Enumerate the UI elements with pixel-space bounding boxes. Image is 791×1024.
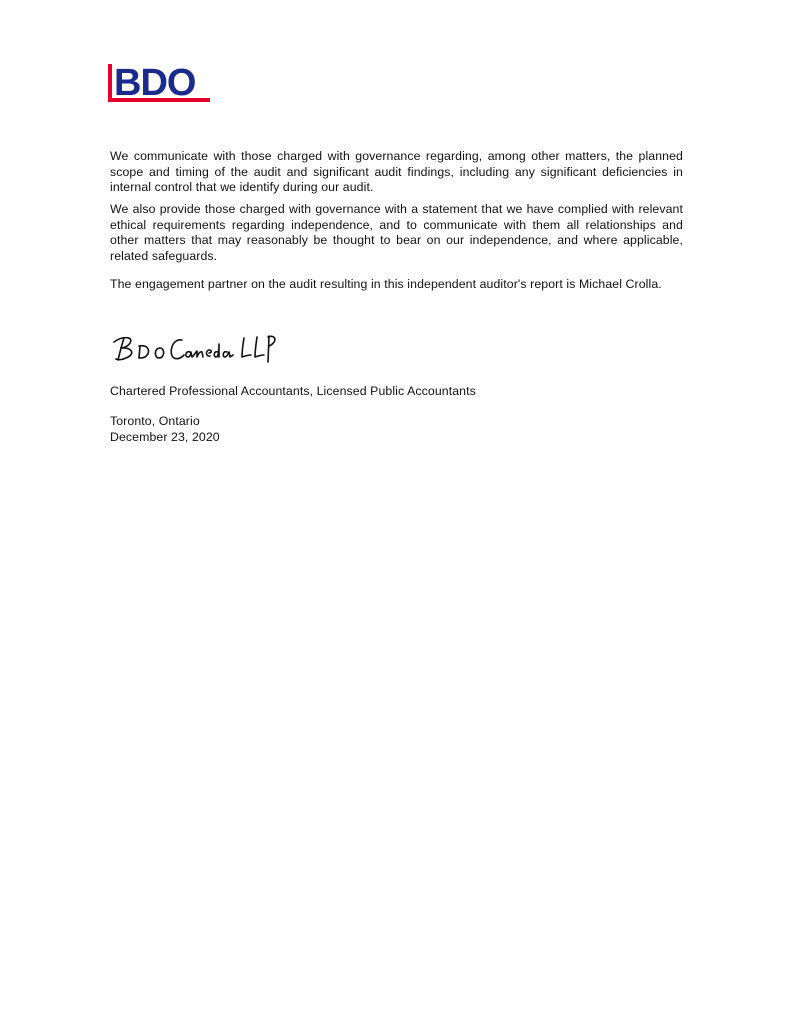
signing-date: December 23, 2020 xyxy=(110,430,220,444)
paragraph-engagement-partner: The engagement partner on the audit resulting in this independent auditor's report is Michael Crolla. xyxy=(110,277,662,291)
paragraph-governance-communication: We communicate with those charged with governance regarding, among other matters, the planned scope and timing of the audit and significant audit findings, including any significant deficiencies in internal control that we identify during our audit. xyxy=(110,149,683,194)
firm-signature xyxy=(112,330,277,370)
paragraph-independence-statement: We also provide those charged with governance with a statement that we have complied with relevant ethical requirements regarding independence, and to communicate with them all relationships and other matters that may reasonably be thought to bear on our independence, and where applicable, related safeguards. xyxy=(110,202,683,263)
bdo-logo xyxy=(108,62,211,104)
bdo-logo-text: BDO xyxy=(114,62,196,104)
firm-designation: Chartered Professional Accountants, Licensed Public Accountants xyxy=(110,384,476,398)
signing-location: Toronto, Ontario xyxy=(110,414,200,428)
